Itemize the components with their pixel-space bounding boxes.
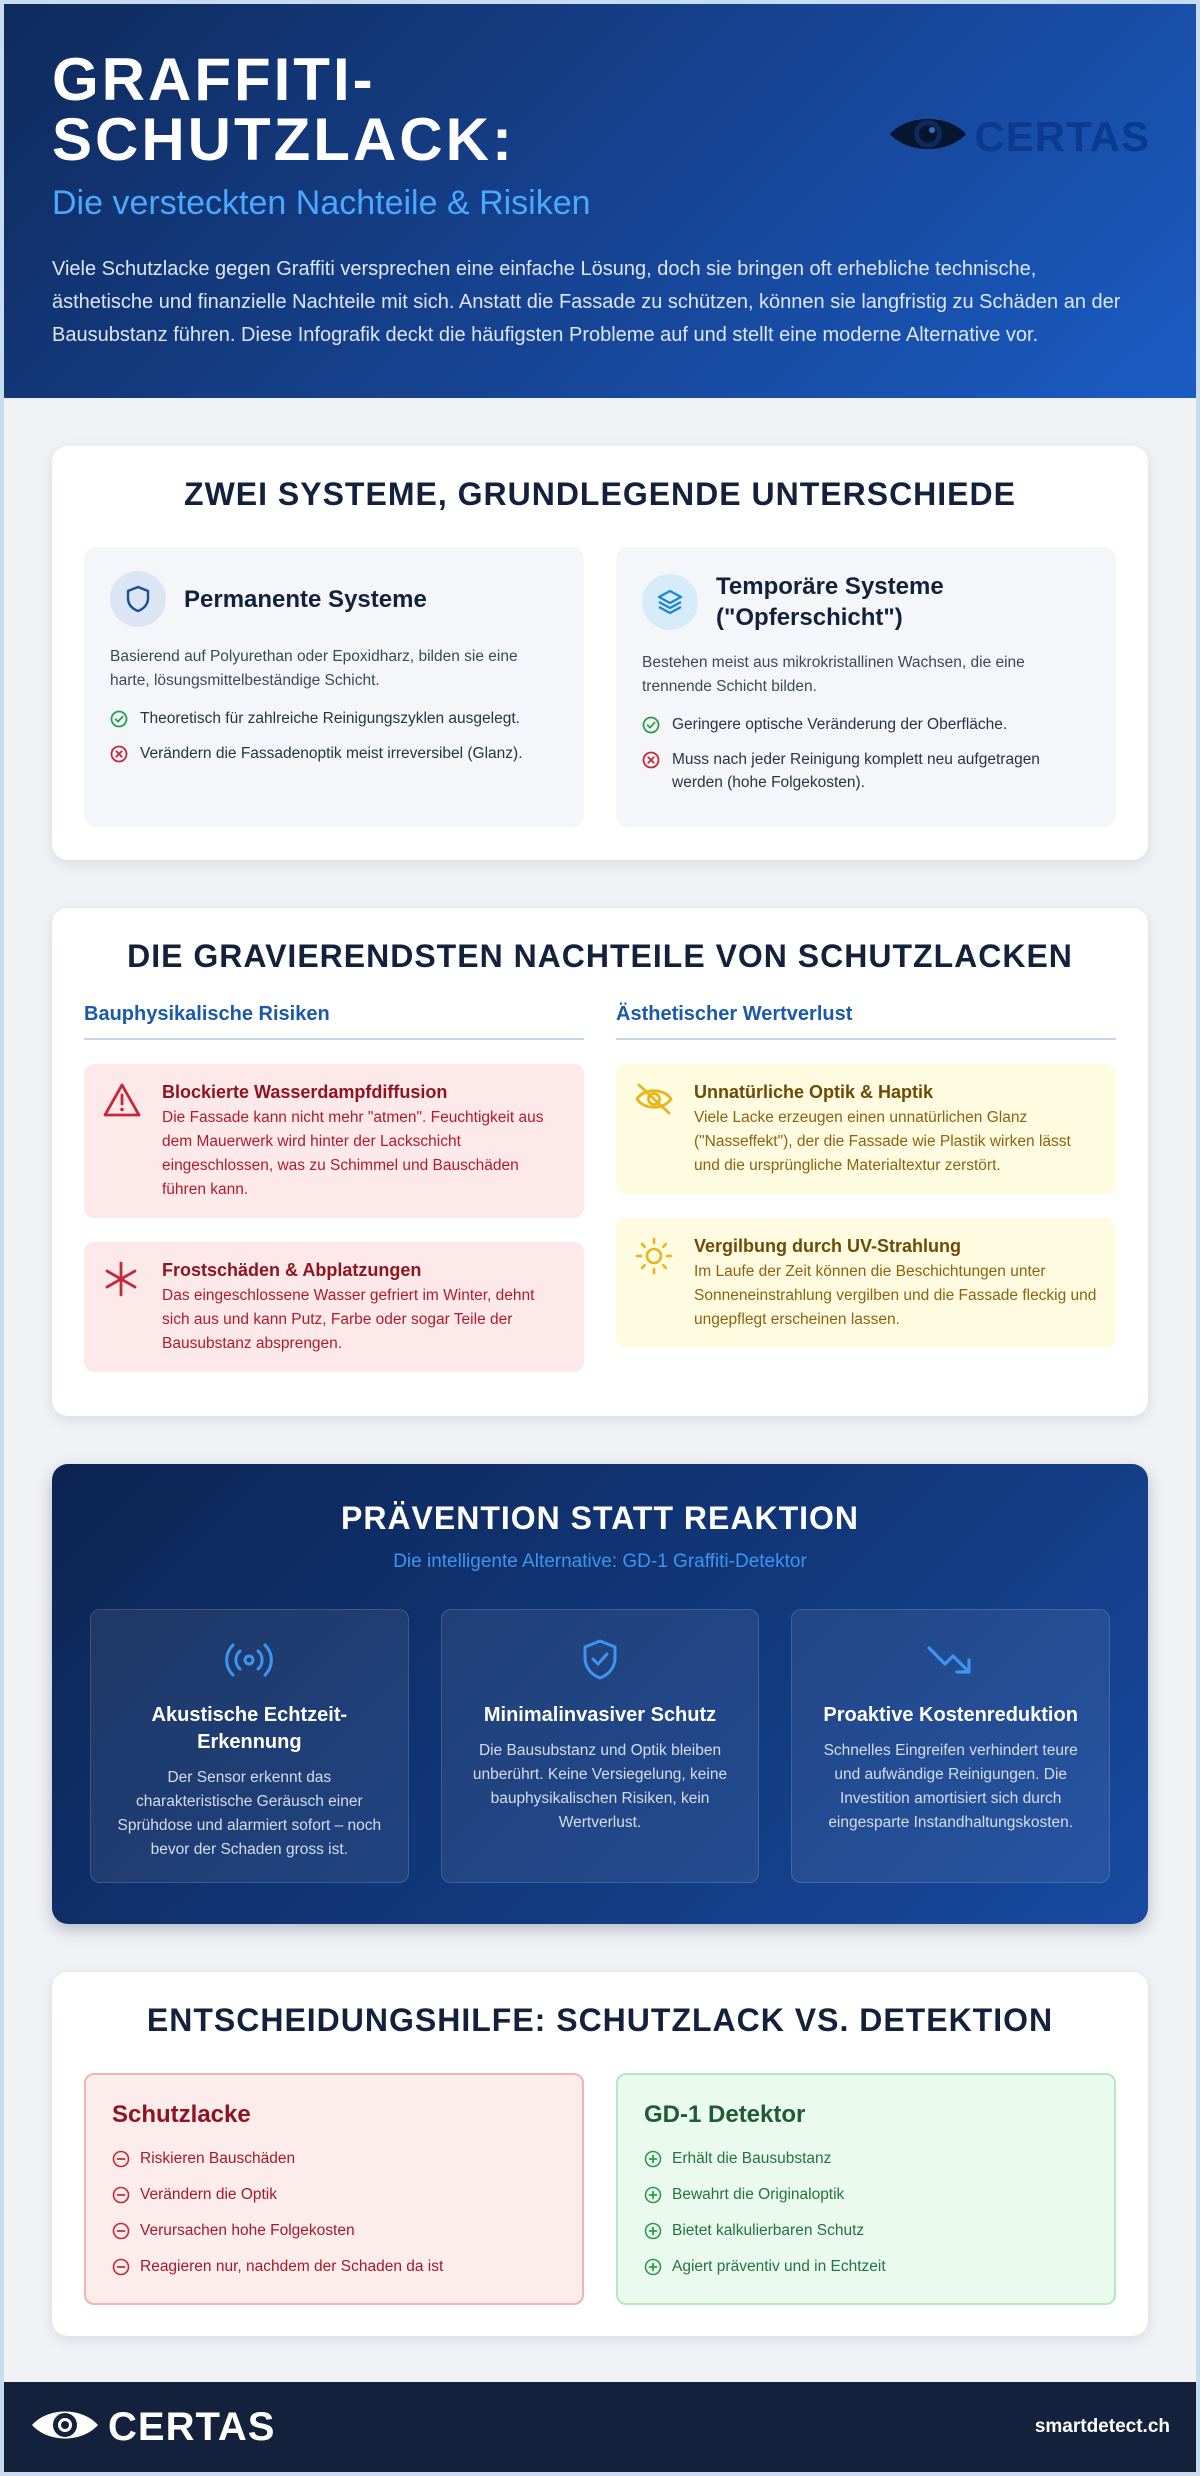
- permanent-system-pro: Theoretisch für zahlreiche Reinigungszyklen ausgelegt.: [140, 710, 520, 727]
- eye-icon: [888, 112, 968, 161]
- feature-text: Die Bausubstanz und Optik bleiben unberührt. Keine Versiegelung, keine bauphysikalischen Risiken, kein Wertverlust.: [472, 1742, 728, 1831]
- header-logo: [888, 112, 1150, 161]
- shield-icon: [110, 571, 166, 627]
- layers-icon: [642, 574, 698, 630]
- list-item: [644, 2221, 1088, 2241]
- sun-icon: [634, 1234, 676, 1332]
- permanent-system-name: Permanente Systeme: [184, 585, 427, 613]
- page-subtitle: Die versteckten Nachteile & Risiken: [52, 184, 591, 222]
- eye-off-icon: [634, 1080, 676, 1178]
- list-item: [644, 2149, 1088, 2169]
- temporary-system-box: [616, 547, 1116, 827]
- coating-comparison-box: [84, 2073, 584, 2305]
- feature-title: Akustische Echtzeit-Erkennung: [151, 1704, 348, 1753]
- minus-circle-icon: [112, 2150, 130, 2168]
- physical-risks-column: [84, 1003, 584, 1396]
- prevention-subtitle: Die intelligente Alternative: GD-1 Graffiti-Detektor: [393, 1551, 807, 1572]
- list-item-text: Riskieren Bauschäden: [140, 2150, 296, 2167]
- temporary-system-pro: Geringere optische Veränderung der Oberfläche.: [672, 716, 1008, 733]
- detector-comparison-box: [616, 2073, 1116, 2305]
- list-item-text: Reagieren nur, nachdem der Schaden da ist: [140, 2258, 444, 2275]
- aesthetic-risks-column: [616, 1003, 1116, 1396]
- list-item: [642, 713, 1090, 736]
- risks-section: [52, 908, 1148, 1416]
- list-item: [110, 742, 558, 765]
- list-item: [644, 2257, 1088, 2277]
- broadcast-icon: [117, 1636, 382, 1684]
- x-circle-icon: [110, 745, 128, 763]
- risk-title: Unnatürliche Optik & Haptik: [694, 1082, 934, 1102]
- list-item: [642, 748, 1090, 794]
- risk-item: [84, 1064, 584, 1218]
- footer-logo: [30, 2405, 275, 2450]
- temporary-system-con: Muss nach jeder Reinigung komplett neu aufgetragen werden (hohe Folgekosten).: [672, 751, 1040, 791]
- list-item-text: Bewahrt die Originaloptik: [672, 2186, 845, 2203]
- physical-risks-heading: Bauphysikalische Risiken: [84, 1003, 584, 1040]
- permanent-system-description: Basierend auf Polyurethan oder Epoxidharz, bilden sie eine harte, lösungsmittelbeständige Schicht.: [110, 648, 518, 689]
- risk-text: Die Fassade kann nicht mehr "atmen". Feuchtigkeit aus dem Mauerwerk wird hinter der Lackschicht eingeschlossen, was zu Schimmel und Bauschäden führen kann.: [162, 1109, 544, 1198]
- list-item: [112, 2221, 556, 2241]
- check-circle-icon: [642, 716, 660, 734]
- risks-title: DIE GRAVIERENDSTEN NACHTEILE VON SCHUTZLACKEN: [127, 938, 1073, 974]
- plus-circle-icon: [644, 2186, 662, 2204]
- risk-title: Blockierte Wasserdampfdiffusion: [162, 1082, 448, 1102]
- feature-title: Proaktive Kostenreduktion: [823, 1704, 1078, 1726]
- eye-icon: [30, 2405, 100, 2450]
- prevention-section: [52, 1464, 1148, 1924]
- list-item: [112, 2185, 556, 2205]
- feature-text: Schnelles Eingreifen verhindert teure und aufwändige Reinigungen. Die Investition amortisiert sich durch eingesparte Instandhaltungskosten.: [823, 1742, 1078, 1831]
- list-item-text: Verursachen hohe Folgekosten: [140, 2222, 355, 2239]
- aesthetic-risks-heading: Ästhetischer Wertverlust: [616, 1003, 1116, 1040]
- decision-title: ENTSCHEIDUNGSHILFE: SCHUTZLACK VS. DETEKTION: [146, 2002, 1054, 2038]
- feature-card: [441, 1609, 760, 1883]
- footer-website-link[interactable]: smartdetect.ch: [1034, 2416, 1170, 2437]
- minus-circle-icon: [112, 2186, 130, 2204]
- systems-title: ZWEI SYSTEME, GRUNDLEGENDE UNTERSCHIEDE: [184, 476, 1016, 512]
- frost-icon: [102, 1258, 144, 1356]
- detector-comparison-name: GD-1 Detektor: [644, 2101, 806, 2128]
- intro-text: Viele Schutzlacke gegen Graffiti versprechen eine einfache Lösung, doch sie bringen oft erhebliche technische, ästhetische und finanzielle Nachteile mit sich. Anstatt die Fassade zu schützen, können sie langfristig zu Schäden an der Bausubstanz führen. Diese Infografik deckt die häufigsten Probleme auf und stellt eine moderne Alternative vor.: [52, 258, 1121, 346]
- list-item-text: Erhält die Bausubstanz: [672, 2150, 832, 2167]
- risk-text: Viele Lacke erzeugen einen unnatürlichen Glanz ("Nasseffekt"), der die Fassade wie Plastik wirken lässt und die ursprüngliche Materialtextur zerstört.: [694, 1109, 1071, 1174]
- minus-circle-icon: [112, 2222, 130, 2240]
- risk-title: Vergilbung durch UV-Strahlung: [694, 1236, 962, 1256]
- decision-section: [52, 1972, 1148, 2336]
- prevention-title: PRÄVENTION STATT REAKTION: [340, 1500, 860, 1536]
- temporary-system-description: Bestehen meist aus mikrokristallinen Wachsen, die eine trennende Schicht bilden.: [642, 654, 1025, 695]
- permanent-system-box: [84, 547, 584, 827]
- risk-text: Das eingeschlossene Wasser gefriert im Winter, dehnt sich aus und kann Putz, Farbe oder sogar Teile der Bausubstanz absprengen.: [162, 1287, 535, 1352]
- feature-card: [791, 1609, 1110, 1883]
- list-item: [112, 2149, 556, 2169]
- list-item: [112, 2257, 556, 2277]
- list-item: [644, 2185, 1088, 2205]
- plus-circle-icon: [644, 2258, 662, 2276]
- temporary-system-name: Temporäre Systeme ("Opferschicht"): [716, 573, 944, 631]
- footer-logo-text: CERTAS: [108, 2404, 276, 2449]
- risk-title: Frostschäden & Abplatzungen: [162, 1260, 422, 1280]
- permanent-system-con: Verändern die Fassadenoptik meist irreversibel (Glanz).: [140, 745, 523, 762]
- shield-check-icon: [468, 1636, 733, 1684]
- risk-text: Im Laufe der Zeit können die Beschichtungen unter Sonneneinstrahlung vergilben und die Fassade fleckig und ungepflegt erscheinen lassen.: [694, 1263, 1097, 1328]
- risk-item: [616, 1064, 1116, 1194]
- list-item-text: Bietet kalkulierbaren Schutz: [672, 2222, 865, 2239]
- systems-section: [52, 446, 1148, 860]
- page-title: GRAFFITI-SCHUTZLACK:: [52, 46, 515, 173]
- footer: [4, 2382, 1196, 2472]
- risk-item: [84, 1242, 584, 1372]
- trend-down-icon: [818, 1636, 1083, 1684]
- plus-circle-icon: [644, 2222, 662, 2240]
- list-item: [110, 707, 558, 730]
- list-item-text: Agiert präventiv und in Echtzeit: [672, 2258, 886, 2275]
- feature-text: Der Sensor erkennt das charakteristische Geräusch einer Sprühdose und alarmiert sofort – noch bevor der Schaden gross ist.: [117, 1769, 382, 1858]
- x-circle-icon: [642, 751, 660, 769]
- warning-icon: [102, 1080, 144, 1202]
- risk-item: [616, 1218, 1116, 1348]
- header-logo-text: CERTAS: [974, 112, 1150, 160]
- list-item-text: Verändern die Optik: [140, 2186, 278, 2203]
- feature-title: Minimalinvasiver Schutz: [483, 1704, 717, 1726]
- check-circle-icon: [110, 710, 128, 728]
- hero-header: [4, 4, 1196, 398]
- plus-circle-icon: [644, 2150, 662, 2168]
- feature-card: [90, 1609, 409, 1883]
- coating-comparison-name: Schutzlacke: [112, 2101, 251, 2128]
- minus-circle-icon: [112, 2258, 130, 2276]
